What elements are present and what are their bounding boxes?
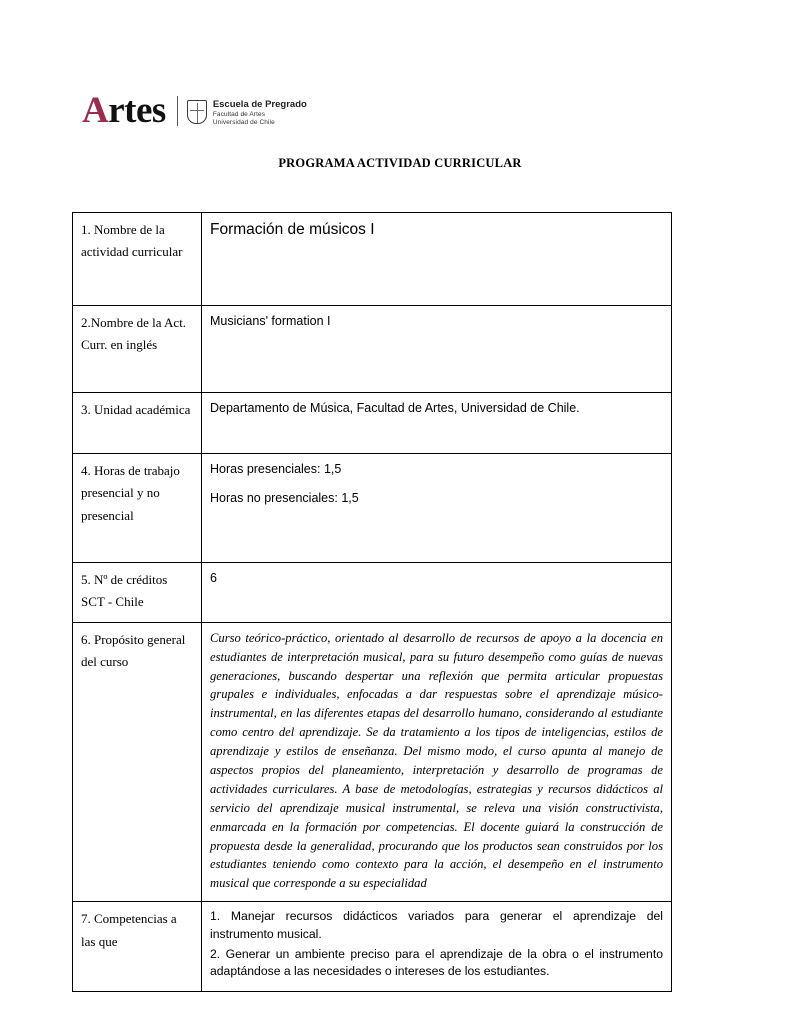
row-value-unidad-academica: Departamento de Música, Facultad de Artes, Universidad de Chile.: [202, 393, 672, 454]
table-row: [73, 306, 672, 393]
row-value-competencias: [202, 902, 672, 992]
row-label-unidad-academica: 3. Unidad académica: [73, 393, 202, 454]
row-label-nombre-ingles: 2.Nombre de la Act. Curr. en inglés: [73, 306, 202, 393]
table-row: [73, 563, 672, 623]
logo-divider: [177, 96, 178, 126]
row-label-proposito: 6. Propósito general del curso: [73, 622, 202, 901]
table-row: [73, 454, 672, 563]
horas-no-presenciales: Horas no presenciales: 1,5: [210, 491, 359, 506]
logo-wordmark-initial: A: [82, 90, 109, 131]
row-value-nombre-actividad: [202, 213, 672, 306]
row-label-horas-trabajo: 4. Horas de trabajo presencial y no presencial: [73, 454, 202, 563]
competencia-item-2: 2. Generar un ambiente preciso para el aprendizaje de la obra o el instrumento adaptándose a las necesidades o intereses de los estudiantes.: [210, 946, 663, 979]
course-name-es: Formación de músicos I: [210, 221, 375, 238]
page-title: PROGRAMA ACTIVIDAD CURRICULAR: [278, 156, 522, 170]
table-row: [73, 213, 672, 306]
program-table: [72, 212, 672, 992]
logo-subtitle: [213, 99, 307, 127]
competencia-item-1: 1. Manejar recursos didácticos variados para generar el aprendizaje del instrumento musical.: [210, 909, 663, 941]
university-shield-icon: [187, 100, 207, 126]
logo-subtitle-line-2: Facultad de Artes: [212, 110, 266, 118]
table-row: [73, 393, 672, 454]
artes-logo: [82, 92, 307, 129]
logo-subtitle-line-1: Escuela de Pregrado: [212, 98, 307, 110]
proposito-text: Curso teórico-práctico, orientado al desarrollo de recursos de apoyo a la docencia en estudiantes de interpretación musical, para su futuro desempeño como guías de nuevas generaciones, buscando despertar una reflexión que permita articular propuestas grupales e individuales, enfocadas a dar respuestas sobre el aprendizaje músico-instrumental, en las diferentes etapas del desarrollo humano, considerando al estudiante como centro del aprendizaje. Se da tratamiento a los tipos de inteligencias, estilos de aprendizaje y estilos de enseñanza. Del mismo modo, el curso apunta al manejo de aspectos propios del planeamiento, interpretación y desarrollo de programas de actividades curriculares. A base de metodologías, estrategias y recursos didácticos al servicio del aprendizaje musical instrumental, se releva una visión constructivista, enmarcada en la formación por competencias. El docente guiará la construcción de propuesta desde la generalidad, procurando que los productos sean construidos por los estudiantes teniendo como contexto para la acción, el desempeño en el instrumento musical que corresponde a su especialidad: [210, 630, 663, 891]
row-value-proposito: [202, 622, 672, 901]
table-row: [73, 622, 672, 901]
row-value-horas-trabajo: [202, 454, 672, 563]
row-value-nombre-ingles: Musicians' formation I: [202, 306, 672, 393]
row-label-creditos: 5. Nº de créditos SCT - Chile: [73, 563, 202, 623]
horas-presenciales: Horas presenciales: 1,5: [210, 462, 342, 476]
logo-wordmark: [82, 92, 166, 129]
logo-wordmark-rest: rtes: [108, 90, 166, 131]
row-label-nombre-actividad: 1. Nombre de la actividad curricular: [73, 213, 202, 306]
program-table-wrapper: [72, 212, 672, 992]
table-row: [73, 902, 672, 992]
logo-subtitle-line-3: Universidad de Chile: [212, 118, 275, 126]
row-label-competencias: 7. Competencias a las que: [73, 902, 202, 992]
row-value-creditos: 6: [202, 563, 672, 623]
